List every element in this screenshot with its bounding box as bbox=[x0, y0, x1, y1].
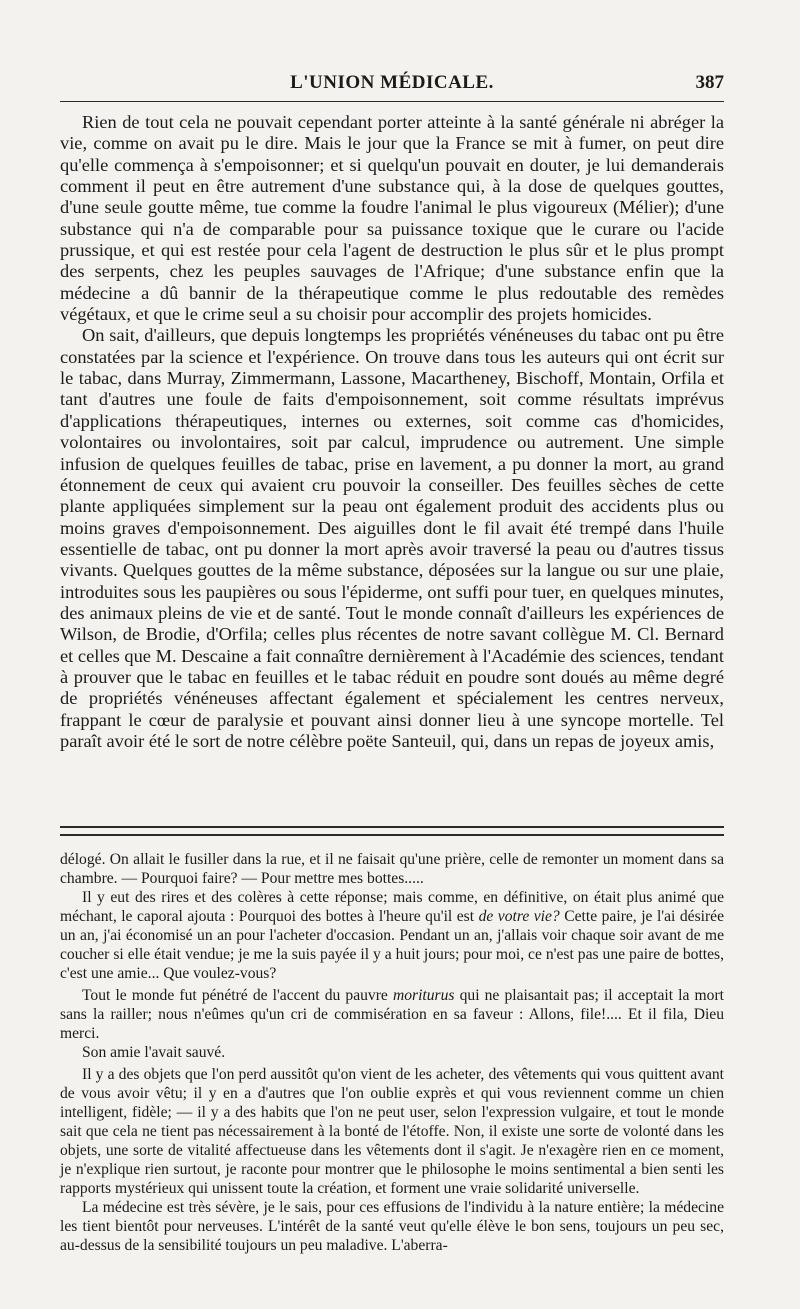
text-run: Il y eut des rires et des colères à cette réponse; mais comme, en définitive, on était plus animé que méchant, le caporal ajouta : Pourquoi des bottes à l'heure qu'il est bbox=[60, 889, 724, 925]
feuilleton-paragraph: délogé. On allait le fusiller dans la rue, et il ne faisait qu'une prière, celle de remonter un moment dans sa chambre. — Pourquoi faire? — Pour mettre mes bottes..... bbox=[60, 851, 724, 887]
body-paragraph: On sait, d'ailleurs, que depuis longtemps les propriétés vénéneuses du tabac ont pu être constatées par la science et l'expérience. On trouve dans tous les auteurs qui ont écrit sur le tabac, dans Murray, Zimmermann, Lassone, Macartheney, Bischoff, Montain, Orfila et tant d'autres une foule de faits d'empoisonnement, soit comme résultats imprévus d'applications thérapeutiques, internes ou externes, soit comme cas d'homicides, volontaires ou involontaires, soit par calcul, imprudence ou autrement. Une simple infusion de quelques feuilles de tabac, prise en lavement, a pu donner la mort, au grand étonnement de ceux qui avaient cru pouvoir la conseiller. Des feuilles sèches de cette plante appliquées simplement sur la peau ont également produit des accidents plus ou moins graves d'empoisonnement. Des aiguilles dont le fil avait été trempé dans l'huile essentielle de tabac, ont pu donner la mort après avoir traversé la peau ou d'autres tissus vivants. Quelques gouttes de la même substance, déposées sur la langue ou sur une plaie, introduites sous les paupières ou sous l'épiderme, ont suffi pour tuer, en quelques minutes, des animaux pleins de vie et de santé. Tout le monde connaît d'ailleurs les expériences de Wilson, de Brodie, d'Orfila; celles plus récentes de notre savant collègue M. Cl. Bernard et celles que M. Descaine a fait connaître dernièrement à l'Académie des sciences, tendant à prouver que le tabac en feuilles et le tabac réduit en poudre sont doués au même degré de propriétés vénéneuses affectant également et spécialement les centres nerveux, frappant le cœur de paralysie et pouvant ainsi donner lieu à une syncope mortelle. Tel paraît avoir été le sort de notre célèbre poëte Santeuil, qui, dans un repas de joyeux amis, bbox=[60, 325, 724, 751]
feuilleton-paragraph bbox=[60, 986, 724, 1043]
running-title: L'UNION MÉDICALE. bbox=[290, 72, 494, 93]
text-run: Cette paire, je l'ai désirée un an, j'ai économisé un an pour l'acheter d'occasion. Pendant un an, j'allais voir chaque soir avant de me coucher si elle était vendue; je me la suis payée il y a huit jours; pour moi, ce n'est pas une paire de bottes, c'est une amie... Que voulez-vous? bbox=[60, 908, 724, 982]
body-paragraph: Rien de tout cela ne pouvait cependant porter atteinte à la santé générale ni abréger la vie, comme on avait pu le dire. Mais le jour que la France se mit à fumer, on peut dire qu'elle commença à s'empoisonner; et si quelqu'un pouvait en douter, je lui demanderais comment il peut en être autrement d'une substance qui, à la dose de quelques gouttes, d'une seule goutte même, tue comme la foudre l'animal le plus vigoureux (Mélier); d'une substance qui n'a de comparable pour sa puissance toxique que le curare ou l'acide prussique, et qui est restée pour cela l'agent de destruction le plus sûr et le plus prompt des serpents, chez les peuples sauvages de l'Afrique; d'une substance enfin que la médecine a dû bannir de la thérapeutique comme le plus redoutable des remèdes végétaux, et que le crime seul a su choisir pour accomplir des projets homicides. bbox=[60, 112, 724, 325]
text-run: Tout le monde fut pénétré de l'accent du pauvre bbox=[82, 987, 393, 1004]
italic-text: de votre vie? bbox=[478, 908, 560, 925]
italic-text: moriturus bbox=[392, 987, 455, 1004]
feuilleton-paragraph: Il y a des objets que l'on perd aussitôt qu'on vient de les acheter, des vêtements qui vous quittent avant de vous avoir vêtu; il y en a d'autres que l'on oublie exprès et qui vous reviennent comme un chien intelligent, fidèle; — il y a des habits que l'on ne peut user, selon l'expression vulgaire, et tout le monde sait que cela ne tient pas nécessairement à la bonté de l'étoffe. Non, il existe une sorte de volonté dans les objets, une sorte de vitalité affectueuse dans les vêtements dont il s'agit. Je n'exagère rien en ce moment, je n'explique rien surtout, je raconte pour montrer que le philosophe le moins sentimental a bien senti les rapports mystérieux qui unissent toute la création, et forment une vraie solidarité universelle. bbox=[60, 1066, 724, 1197]
header-rule bbox=[60, 101, 724, 102]
feuilleton-separator bbox=[60, 826, 724, 836]
feuilleton-paragraph bbox=[60, 888, 724, 983]
page-number: 387 bbox=[695, 72, 724, 93]
main-text bbox=[60, 112, 724, 752]
running-header bbox=[60, 72, 724, 100]
text-run: qui ne plaisantait pas; il acceptait la mort sans la railler; nous n'eûmes qu'un cri de commisération en sa faveur : Allons, file!.... Et il fila, Dieu merci. bbox=[60, 987, 724, 1042]
feuilleton-text bbox=[60, 850, 724, 1255]
feuilleton-paragraph: Son amie l'avait sauvé. bbox=[82, 1044, 226, 1061]
feuilleton-paragraph: La médecine est très sévère, je le sais, pour ces effusions de l'individu à la nature entière; la médecine les tient bientôt pour nerveuses. L'intérêt de la santé veut qu'elle élève le bon sens, toujours un peu sec, au-dessus de la sensibilité toujours un peu maladive. L'aberra- bbox=[60, 1199, 724, 1254]
